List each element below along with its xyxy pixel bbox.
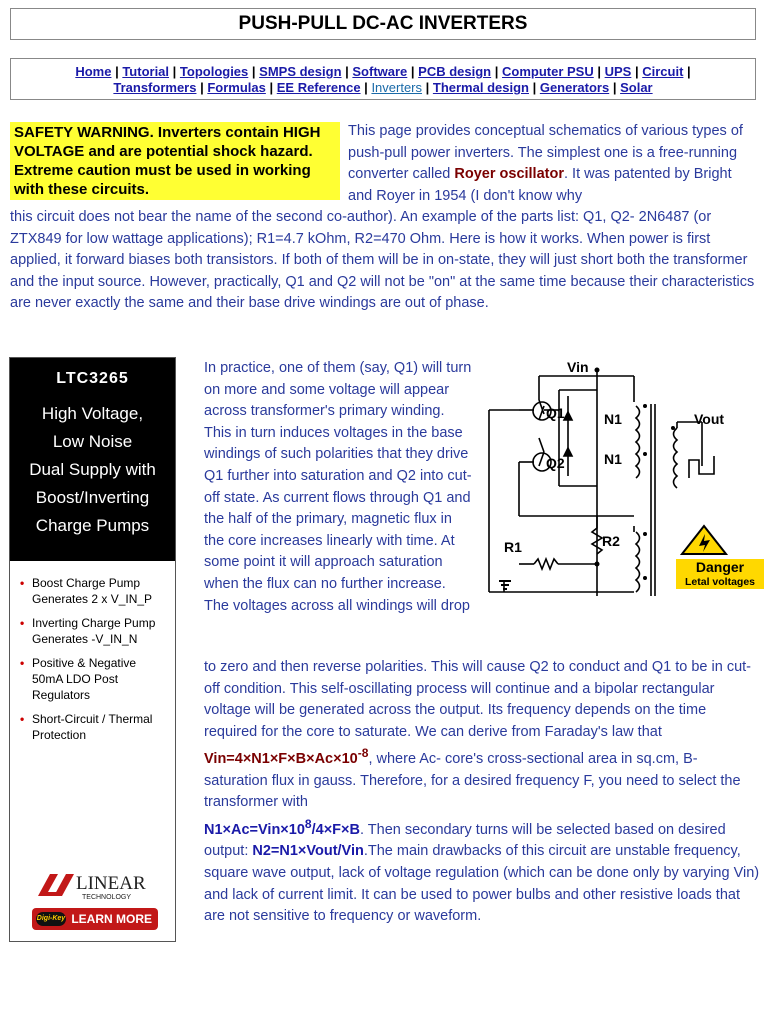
nav-link-ee-reference[interactable]: EE Reference [276,80,361,95]
ad-feature: • Short-Circuit / Thermal Protection [18,711,169,743]
page-title: PUSH-PULL DC-AC INVERTERS [10,8,756,40]
ltc3265-ad[interactable] [9,357,176,942]
ad-headline-4: Boost/Inverting [35,488,150,507]
nav-link-formulas[interactable]: Formulas [207,80,266,95]
formula-n1ac-b: /4×F×B [311,821,360,838]
danger-label: Danger [676,559,764,575]
intro-text-c: . It was patented by Bright and Royer in 1954 (I don't know why [348,166,732,204]
formula-n1ac [204,816,360,838]
nav-link-tutorial[interactable]: Tutorial [122,64,170,79]
formula-n2: N2=N1×Vout/Vin [252,843,364,860]
nav-link-home[interactable]: Home [75,64,112,79]
royer-oscillator-term: Royer oscillator [454,166,564,182]
logo-subtext: TECHNOLOGY [82,894,132,901]
learn-more-button[interactable] [32,908,158,930]
ad-header [10,358,175,561]
body-paragraph-top: In practice, one of them (say, Q1) will turn on more and some voltage will appear across transformer's primary winding. This in turn induces voltages in the base windings of such polarities that they drive Q1 further into saturation and Q2 into cut-off state. As current flows through Q1 and the half of the primary, magnetic flux in the core increases linearly with time. At some point it will approach saturation when the flux can no further increase. The voltages across all windings will drop [204,360,472,614]
ad-headline-3: Dual Supply with [29,460,156,479]
nav-link-pcb-design[interactable]: PCB design [418,64,492,79]
formula-n1ac-exp: 8 [304,816,312,831]
nav-link-topologies[interactable]: Topologies [179,64,249,79]
nav-link-transformers[interactable]: Transformers [113,80,197,95]
danger-sublabel: Letal voltages [676,575,764,589]
label-r2: R2 [602,533,620,549]
safety-warning: SAFETY WARNING. Inverters contain HIGH VOLTAGE and are potential shock hazard. Extreme caution must be used in working with these circuits. [10,122,340,200]
ad-features [10,575,175,743]
body-text-2: , where Ac- core's cross-sectional area in sq.cm, B- saturation flux in gauss. Therefore, for a desired frequency F, you need to select the transformer with [204,751,741,811]
nav-row-1: Home | Tutorial | Topologies | SMPS design | Software | PCB design | Computer PSU | UPS | Circuit | [75,64,691,79]
nav-link-inverters[interactable]: Inverters [371,80,423,95]
body-text-3: . Then secondary turns will be selected based on desired output: [204,821,726,860]
nav-link-computer-psu[interactable]: Computer PSU [502,64,594,79]
ad-headline-5: Charge Pumps [35,516,150,535]
nav-row-2: Transformers | Formulas | EE Reference | Inverters | Thermal design | Generators | Solar [113,80,653,95]
nav-link-circuit[interactable]: Circuit [642,64,684,79]
label-vin: Vin [567,359,589,375]
formula-vin-base: Vin=4×N1×F×B×Ac×10 [204,751,358,768]
body-text-4: .The main drawbacks of this circuit are unstable frequency, square wave output, lack of voltage regulation (which can be done only by varying Vin) and lack of current limit. It can be used to power bulbs and other resistive loads that are not sensitive to frequency or waveform. [204,843,760,925]
nav-menu [10,58,756,100]
nav-link-software[interactable]: Software [352,64,408,79]
nav-link-generators[interactable]: Generators [539,80,610,95]
ad-feature: • Inverting Charge Pump Generates -V_IN_N [18,615,169,647]
ad-headline-1: High Voltage, [41,404,144,423]
label-q2: Q2 [546,455,565,471]
label-n1b: N1 [604,451,622,467]
label-r1: R1 [504,539,522,555]
nav-link-smps-design[interactable]: SMPS design [259,64,342,79]
ad-feature: • Boost Charge Pump Generates 2 x V_IN_P [18,575,169,607]
formula-vin [204,746,369,768]
formula-vin-exp: -8 [357,746,369,761]
logo-text: LINEAR [76,873,146,894]
intro-text-a: This page provides conceptual schematics of various types of push-pull power inverters. The simplest one is a free-running converter called [348,123,743,182]
label-q1: Q1 [546,405,565,421]
learn-more-label: LEARN MORE [71,912,152,926]
ad-part-number: LTC3265 [56,370,129,387]
nav-link-thermal-design[interactable]: Thermal design [432,80,529,95]
body-paragraph-bottom [204,657,760,928]
intro-paragraph-full: this circuit does not bear the name of the second co-author). An example of the parts list: Q1, Q2- 2N6487 (or ZTX849 for low wattage applications); R1=4.7 kOhm, R2=470 Ohm. Here is how it works. When power is first applied, it forward biases both transistors. If both of them will be in on-state, they will just short both the transformer and the input source. However, practically, Q1 and Q2 will not be "on" at the same time because their characteristics are never exactly the same and their base drive windings are out of phase. [10,209,755,312]
digikey-badge: Digi-Key [36,912,66,926]
ad-feature: • Positive & Negative 50mA LDO Post Regulators [18,655,169,703]
ad-headline-2: Low Noise [52,432,133,451]
body-text-1: to zero and then reverse polarities. This will cause Q2 to conduct and Q1 to be in cut-off condition. This self-oscillating process will continue and a bipolar rectangular voltage will be generated across the output. Its frequency depends on the time required for the core to saturate. We can derive from Faraday's law that [204,659,751,740]
danger-sign-icon [682,526,726,554]
label-n1a: N1 [604,411,622,427]
nav-link-solar[interactable]: Solar [620,80,653,95]
formula-n1ac-a: N1×Ac=Vin×10 [204,821,305,838]
label-vout: Vout [694,411,725,427]
nav-link-ups[interactable]: UPS [604,64,632,79]
linear-technology-logo [36,868,166,902]
intro-paragraph-right [348,121,758,207]
